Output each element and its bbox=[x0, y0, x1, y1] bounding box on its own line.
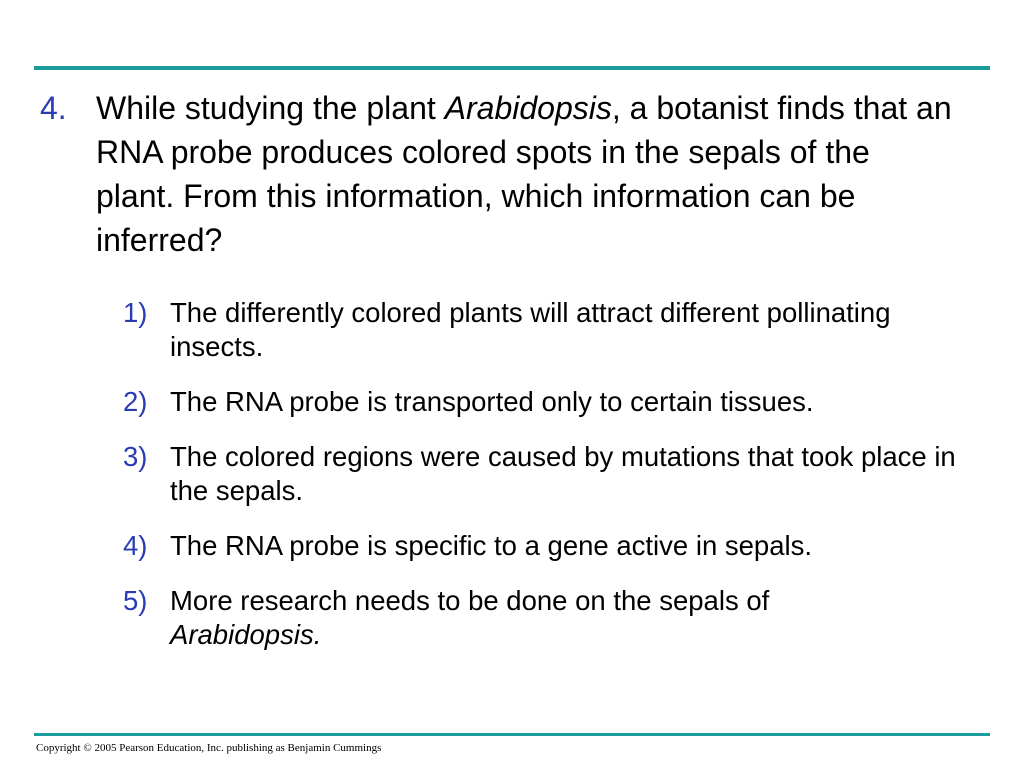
answer-number: 4) bbox=[123, 530, 148, 561]
answer-option-2 bbox=[123, 385, 983, 419]
answer-number: 1) bbox=[123, 297, 148, 328]
answer-text: The RNA probe is specific to a gene active in sepals. bbox=[170, 530, 813, 561]
question-text-part-2: , a botanist finds that an RNA probe produces colored spots in the sepals of the plant. From this information, which information can be inferred? bbox=[96, 90, 952, 258]
answer-text: The colored regions were caused by mutations that took place in the sepals. bbox=[170, 441, 956, 506]
question-text-part-1: While studying the plant bbox=[96, 90, 445, 126]
answer-text: The RNA probe is transported only to certain tissues. bbox=[170, 386, 814, 417]
bottom-divider bbox=[34, 733, 990, 736]
answer-italic-term: Arabidopsis. bbox=[170, 619, 322, 650]
copyright-text: Copyright © 2005 Pearson Education, Inc. publishing as Benjamin Cummings bbox=[36, 742, 382, 754]
answer-number: 5) bbox=[123, 585, 148, 616]
question-italic-term: Arabidopsis bbox=[444, 90, 612, 126]
answer-text bbox=[170, 584, 975, 652]
answer-number: 3) bbox=[123, 441, 148, 472]
answer-option-1 bbox=[123, 296, 983, 364]
question-number: 4. bbox=[40, 90, 67, 126]
answer-text: The differently colored plants will attract different pollinating insects. bbox=[170, 297, 891, 362]
answer-option-3 bbox=[123, 440, 983, 508]
top-divider bbox=[34, 66, 990, 70]
answer-number: 2) bbox=[123, 386, 148, 417]
answer-option-4 bbox=[123, 529, 983, 563]
answer-text-part-1: More research needs to be done on the sepals of bbox=[170, 585, 770, 616]
question-block bbox=[40, 86, 980, 262]
answer-list bbox=[123, 296, 983, 673]
answer-option-5 bbox=[123, 584, 983, 652]
question-text bbox=[96, 86, 956, 262]
